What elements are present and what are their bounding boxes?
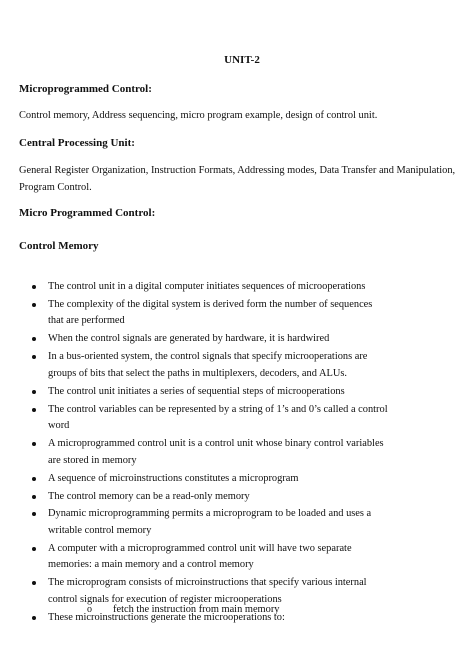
bullet-text: These microinstructions generate the microoperations to: xyxy=(48,611,285,623)
bullet-text: The control unit initiates a series of sequential steps of microoperations xyxy=(48,385,345,397)
bullet-icon xyxy=(32,512,36,516)
cpu-heading: Central Processing Unit: xyxy=(19,137,135,149)
micro-programmed-control-heading: Micro Programmed Control: xyxy=(19,207,156,219)
list-item xyxy=(0,402,388,435)
bullet-text: Dynamic microprogramming permits a microprogram to be loaded and uses a writable control memory xyxy=(48,508,372,536)
list-item xyxy=(0,331,388,348)
list-item xyxy=(0,436,388,469)
bullet-icon xyxy=(32,442,36,446)
list-item xyxy=(0,471,388,488)
bullet-text: In a bus-oriented system, the control signals that specify microoperations are groups of bits that select the paths in multiplexers, decoders, and ALUs. xyxy=(48,351,368,379)
cpu-text: General Register Organization, Instruction Formats, Addressing modes, Data Transfer and Manipulation, Program Control. xyxy=(19,165,456,193)
bullet-icon xyxy=(32,355,36,359)
page-title: UNIT-2 xyxy=(224,54,260,66)
bullet-icon xyxy=(32,285,36,289)
bullet-icon xyxy=(32,337,36,341)
sub-bullet-text: fetch the instruction from main memory xyxy=(113,604,280,615)
microprogrammed-control-text: Control memory, Address sequencing, micro program example, design of control unit. xyxy=(19,110,378,121)
bullet-text: A computer with a microprogrammed control unit will have two separate memories: a main memory and a control memory xyxy=(48,542,352,571)
list-item xyxy=(0,349,388,382)
bullet-icon xyxy=(32,495,36,499)
bullet-icon xyxy=(32,303,36,307)
list-item xyxy=(0,541,388,574)
list-item xyxy=(0,384,388,401)
list-item xyxy=(0,489,388,506)
list-item xyxy=(0,297,388,330)
microprogrammed-control-heading: Microprogrammed Control: xyxy=(19,83,152,95)
control-memory-heading: Control Memory xyxy=(19,240,99,252)
bullet-icon xyxy=(32,477,36,481)
bullet-text: A microprogrammed control unit is a control unit whose binary control variables are stored in memory xyxy=(48,438,384,466)
list-item xyxy=(0,506,388,539)
bullet-icon xyxy=(32,581,36,585)
bullet-icon xyxy=(32,547,36,551)
bullet-icon xyxy=(32,390,36,394)
bullet-text: The microprogram consists of microinstructions that specify various internal control signals for execution of register microoperations xyxy=(48,577,367,605)
bullet-icon xyxy=(32,616,36,620)
bullet-list xyxy=(0,279,474,628)
bullet-text: When the control signals are generated by hardware, it is hardwired xyxy=(48,333,330,345)
bullet-text: The control variables can be represented by a string of 1’s and 0’s called a control word xyxy=(48,403,388,432)
sub-bullet-marker: o xyxy=(87,604,92,615)
bullet-text: The complexity of the digital system is derived form the number of sequences that are performed xyxy=(48,298,373,327)
list-item xyxy=(0,279,388,296)
bullet-icon xyxy=(32,408,36,412)
bullet-text: A sequence of microinstructions constitutes a microprogram xyxy=(48,472,299,484)
bullet-text: The control memory can be a read-only memory xyxy=(48,490,250,502)
bullet-text: The control unit in a digital computer initiates sequences of microoperations xyxy=(48,281,366,292)
